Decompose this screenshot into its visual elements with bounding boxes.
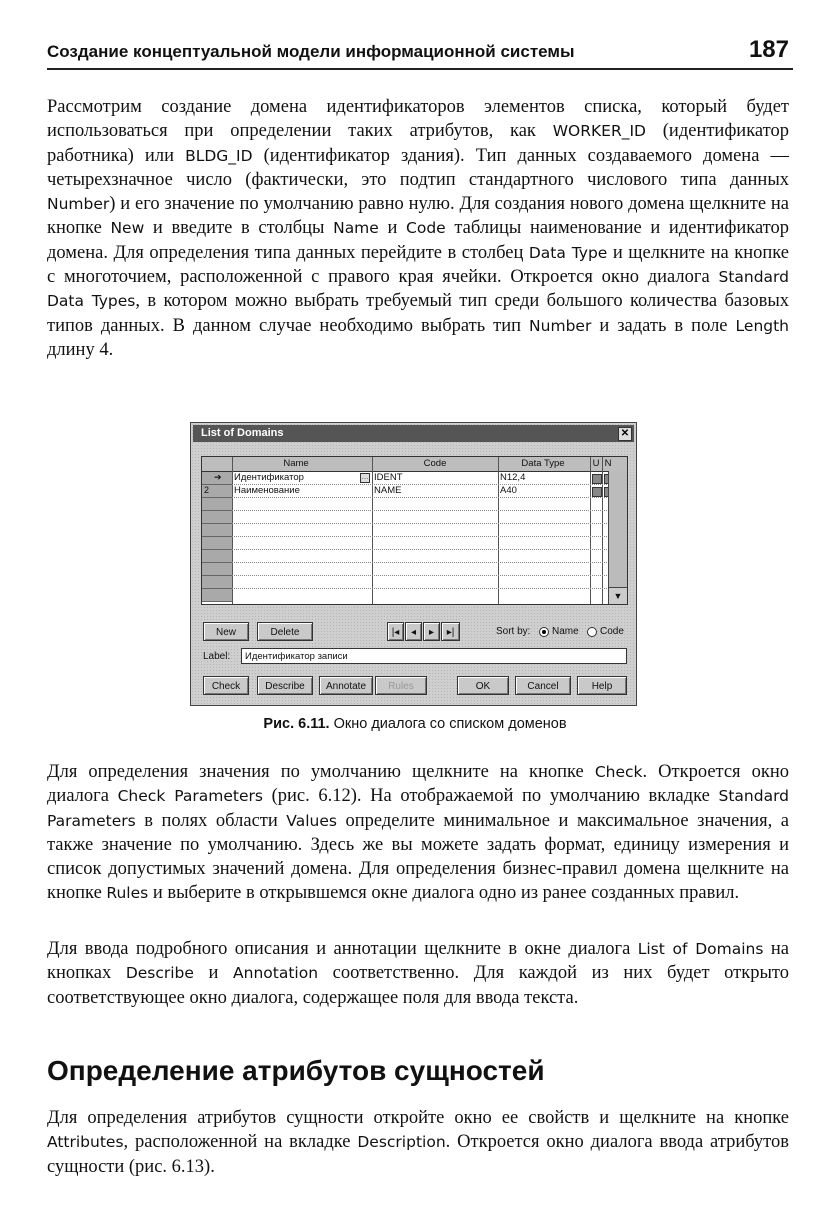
help-button[interactable]: Help [577,676,627,695]
ui-term: Number [47,195,110,214]
running-head [47,36,793,70]
paragraph-3 [47,937,789,1010]
text-run: Для ввода подробного описания и аннотации щелкните в окне диалога [47,939,638,959]
ui-term: Check Parameters [117,787,263,806]
row-selector-2[interactable]: 2 [202,485,232,498]
figure-caption-text: Окно диалога со списком доменов [329,716,567,732]
text-run: и [193,963,234,984]
text-run: ) и его значение по умолчанию равно нулю. Для создания нового домена щелкните на кнопке [47,194,789,239]
text-run: в полях области [135,810,287,831]
column-header-data-type[interactable]: Data Type [521,458,565,469]
rules-button[interactable]: Rules [375,676,427,695]
delete-button[interactable]: Delete [257,622,313,641]
sort-by-label: Sort by: [496,626,531,637]
paragraph-4 [47,1106,789,1179]
ui-term: Code [406,219,446,238]
cell-data-type-1[interactable]: N12,4 [500,472,526,483]
ok-button[interactable]: OK [457,676,509,695]
column-header-code[interactable]: Code [423,458,447,469]
dialog-title: List of Domains [201,427,284,439]
text-run: , в котором можно выбрать требуемый тип среди большого количества базовых типов данных. В данном случае необходимо выбрать тип [47,291,789,336]
sort-code-label[interactable]: Code [600,626,624,637]
ui-term: Standard Parameters [47,787,790,830]
column-header-n[interactable]: N [604,458,612,469]
sort-name-radio[interactable] [539,627,549,637]
text-run: и выберите в открывшемся окне диалога одно из ранее созданных правил. [148,883,740,904]
section-heading: Определение атрибутов сущностей [47,1055,545,1086]
annotate-button[interactable]: Annotate [319,676,373,695]
text-run: . Откроется окно диалога ввода атрибутов сущности (рис. 6.13). [47,1132,790,1177]
check-button[interactable]: Check [203,676,249,695]
ui-term: Standard Data Types [47,268,789,311]
ui-term: Name [333,219,379,238]
domains-grid [201,456,628,605]
ui-term: Description [357,1133,446,1152]
text-run: таблицы наименование и идентификатор домена. Для определения типа данных перейдите в столбец [47,218,790,263]
prev-record-button[interactable]: ◂ [405,622,422,641]
cell-code-1[interactable]: IDENT [374,472,403,483]
text-run: длину 4. [47,339,114,360]
text-run: и задать в поле [591,315,736,336]
ui-term: New [110,219,145,238]
next-record-button[interactable]: ▸ [423,622,440,641]
cancel-button[interactable]: Cancel [515,676,571,695]
text-run: , расположенной на вкладке [123,1132,358,1153]
ui-term: List of Domains [637,940,764,958]
ui-term: Annotation [233,964,319,983]
current-row-arrow-icon: ➔ [214,472,222,482]
sort-name-label[interactable]: Name [552,626,579,637]
text-run: Для определения атрибутов сущности откройте окно ее свойств и щелкните на кнопке [47,1108,789,1128]
text-run: и введите в столбцы [144,218,334,239]
checkbox-u-2[interactable] [592,487,602,497]
ui-term: BLDG_ID [185,146,253,165]
dialog-titlebar [193,425,634,442]
text-run: соответственно. Для каждой из них будет открыто соответствующее окно диалога, содержащее поля для ввода текста. [47,963,789,1008]
row-selector-1[interactable] [202,472,232,485]
text-run: (рис. 6.12). На отображаемой по умолчанию вкладке [262,786,719,807]
grid-scrollbar[interactable] [608,471,627,604]
text-run: и щелкните на кнопке с многоточием, расположенной с правого края ячейки. Откроется окно диалога [47,242,789,288]
text-run: и [378,218,407,239]
ui-term: Data Type [528,243,608,262]
cell-name-2[interactable]: Наименование [234,485,300,496]
text-run: (идентификатор здания). Тип данных создаваемого домена — четырехзначное число (фактически, это подтип стандартного числового типа данных [47,145,789,190]
sort-code-radio[interactable] [587,627,597,637]
last-record-button[interactable]: ▸| [441,622,460,641]
column-header-u[interactable]: U [592,458,600,469]
grid-header [202,457,627,472]
ui-term: Attributes [47,1133,124,1152]
first-record-button[interactable]: |◂ [387,622,404,641]
text-run: (идентификатор работника) или [47,121,789,166]
text-run: . Откроется окно диалога [47,762,789,807]
paragraph-2 [47,760,789,906]
scroll-down-icon[interactable]: ▼ [609,587,627,604]
ellipsis-button[interactable]: … [361,474,369,481]
text-run: Рассмотрим создание домена идентификаторов элементов списка, который будет использоваться при определении таких атрибутов, как [47,97,789,142]
cell-data-type-2[interactable]: A40 [500,485,517,496]
ui-term: WORKER_ID [552,122,646,141]
page-number: 187 [748,36,789,63]
ui-term: Describe [125,964,194,983]
figure-caption [190,716,640,732]
paragraph-1 [47,95,789,362]
checkbox-u-1[interactable] [592,474,602,484]
ui-term: Length [735,316,790,335]
ui-term: Rules [106,884,149,903]
ui-term: Values [286,811,337,830]
ui-term: Number [529,316,592,335]
cell-code-2[interactable]: NAME [374,485,402,496]
label-field-label: Label: [203,651,231,662]
column-header-name[interactable]: Name [283,458,309,469]
label-input[interactable]: Идентификатор записи [241,648,627,664]
text-run: Для определения значения по умолчанию щелкните на кнопке [47,762,595,782]
cell-name-1[interactable]: Идентификатор [234,472,304,483]
figure-number: Рис. 6.11. [263,716,330,732]
close-icon[interactable]: ✕ [618,427,632,441]
text-run: на кнопках [47,939,789,984]
running-head-title: Создание концептуальной модели информационной системы [47,42,575,61]
ui-term: Check [594,763,643,781]
new-button[interactable]: New [203,622,249,641]
describe-button[interactable]: Describe [257,676,313,695]
text-run: определите минимальное и максимальное значения, а также значение по умолчанию. Здесь же вы можете задать формат, единицу измерения и список допустимых значений домена. Для определения бизнес-правил домена щелкните на кнопке [47,810,789,904]
list-of-domains-dialog [190,422,637,706]
